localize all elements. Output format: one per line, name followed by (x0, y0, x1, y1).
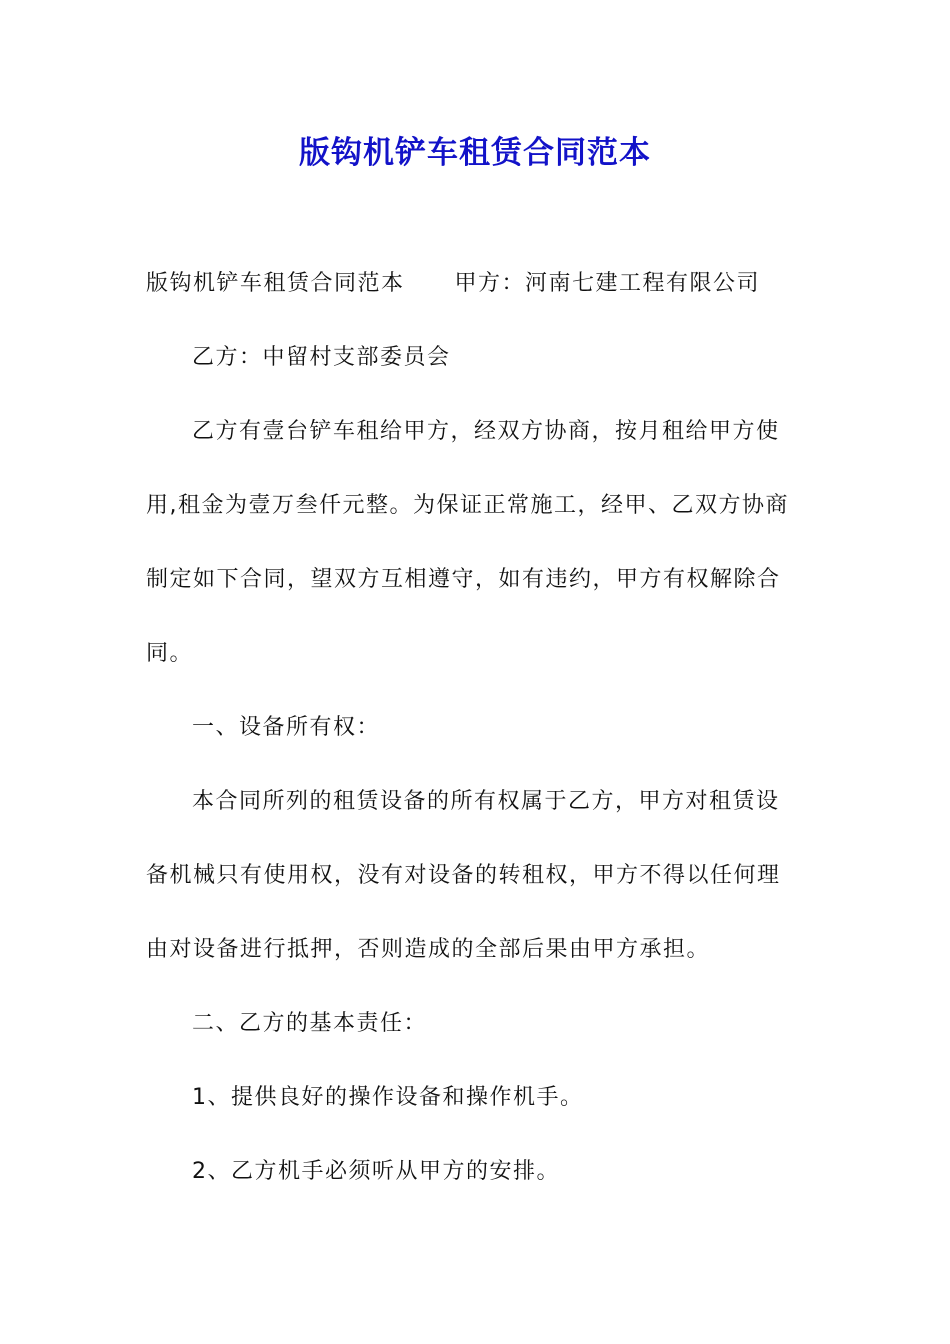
paragraph-line: 备机械只有使用权，没有对设备的转租权，甲方不得以任何理 (146, 863, 781, 888)
paragraph-line: 用,租金为壹万叁仟元整。为保证正常施工，经甲、乙双方协商 (146, 493, 789, 518)
party-b: 乙方：中留村支部委员会 (192, 345, 451, 370)
section-2-heading: 二、乙方的基本责任： (192, 1011, 428, 1036)
list-item: 1、提供良好的操作设备和操作机手。 (192, 1085, 584, 1110)
header-line (146, 262, 806, 306)
paragraph-line: 由对设备进行抵押，否则造成的全部后果由甲方承担。 (146, 937, 711, 962)
document-body (146, 262, 806, 1224)
section-1-paragraph (146, 780, 806, 972)
paragraph-line: 同。 (146, 641, 194, 666)
party-a: 甲方：河南七建工程有限公司 (454, 271, 761, 296)
header-line-left: 版钩机铲车租赁合同范本 (146, 271, 405, 296)
paragraph-line: 本合同所列的租赁设备的所有权属于乙方，甲方对租赁设 (192, 789, 780, 814)
document-title: 版钩机铲车租赁合同范本 (299, 135, 651, 171)
paragraph-line: 乙方有壹台铲车租给甲方，经双方协商，按月租给甲方使 (192, 419, 780, 444)
list-item: 2、乙方机手必须听从甲方的安排。 (192, 1159, 560, 1184)
paragraph-line: 制定如下合同，望双方互相遵守，如有违约，甲方有权解除合 (146, 567, 781, 592)
intro-paragraph (146, 410, 806, 676)
section-1-heading: 一、设备所有权： (192, 715, 381, 740)
